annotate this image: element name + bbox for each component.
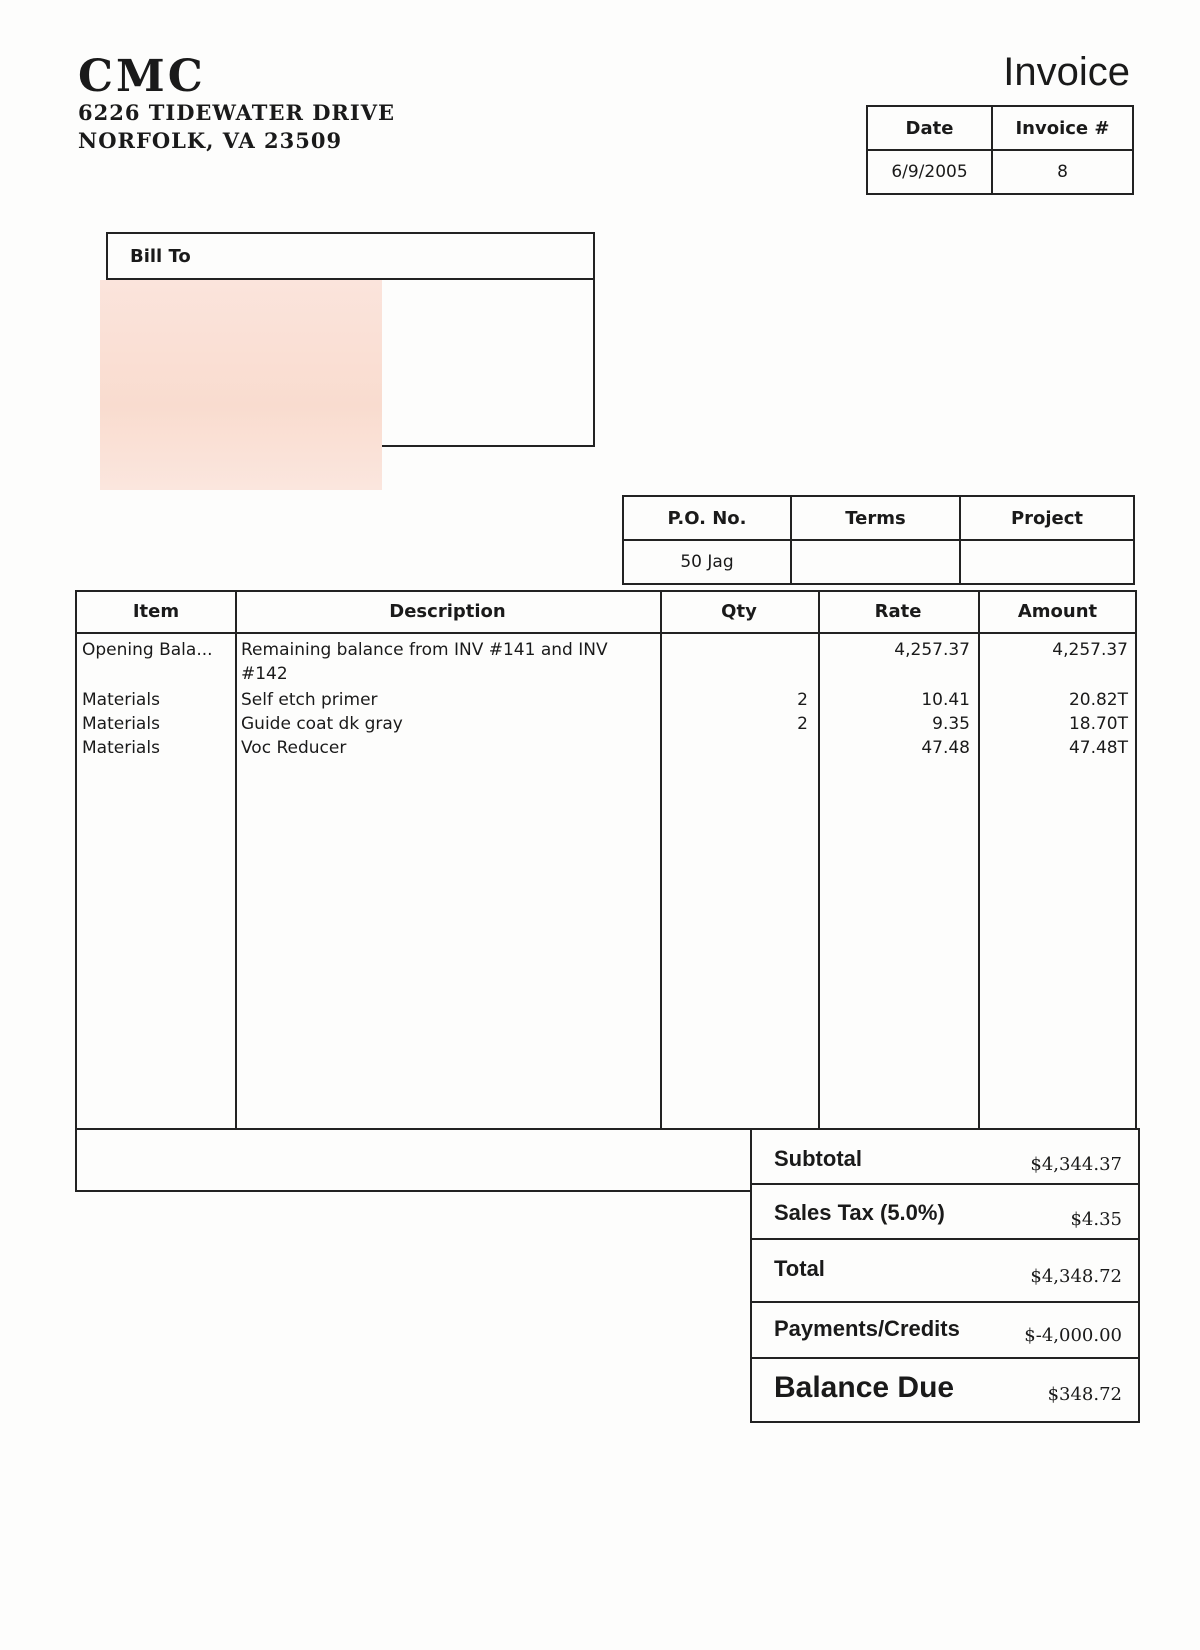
row-description: Remaining balance from INV #141 and INV <box>241 640 608 660</box>
header-amount: Amount <box>1017 601 1098 622</box>
subtotal-label: Subtotal <box>774 1146 862 1171</box>
document-title: Invoice <box>1003 50 1130 94</box>
payments-credits-row <box>750 1301 1140 1359</box>
row-description: Voc Reducer <box>241 738 347 758</box>
po-value: 50 Jag <box>623 540 791 584</box>
row-item: Materials <box>82 690 160 710</box>
po-label: P.O. No. <box>623 496 791 540</box>
balance-due-row <box>750 1357 1140 1423</box>
row-item: Opening Bala... <box>82 640 213 660</box>
row-rate: 47.48 <box>921 738 970 758</box>
project-value <box>960 540 1134 584</box>
company-address-line1: 6226 TIDEWATER DRIVE <box>78 100 395 125</box>
subtotal-row <box>750 1128 1140 1185</box>
payments-credits-label: Payments/Credits <box>774 1316 960 1341</box>
invoice-date: 6/9/2005 <box>867 150 992 194</box>
company-address-line2: NORFOLK, VA 23509 <box>78 128 343 153</box>
row-rate: 9.35 <box>932 714 970 734</box>
total-value: $4,348.72 <box>1030 1266 1122 1287</box>
invoice-number: 8 <box>992 150 1133 194</box>
bill-to-label: Bill To <box>130 246 191 267</box>
balance-due-value: $348.72 <box>1047 1384 1122 1405</box>
line-items-table <box>75 590 1137 1130</box>
row-qty: 2 <box>797 714 808 734</box>
balance-due-label: Balance Due <box>774 1371 955 1404</box>
order-info-table <box>622 495 1135 585</box>
header-item: Item <box>132 601 180 622</box>
terms-label: Terms <box>791 496 960 540</box>
line-items-header <box>77 592 1135 634</box>
row-description: Self etch primer <box>241 690 378 710</box>
header-description: Description <box>389 601 506 622</box>
company-name: CMC <box>78 51 206 102</box>
date-label: Date <box>867 106 992 150</box>
subtotal-value: $4,344.37 <box>1030 1154 1122 1175</box>
sales-tax-row <box>750 1183 1140 1240</box>
sales-tax-label: Sales Tax (5.0%) <box>774 1200 945 1225</box>
total-label: Total <box>774 1256 825 1281</box>
redacted-address <box>100 280 382 490</box>
terms-value <box>791 540 960 584</box>
invoice-number-label: Invoice # <box>992 106 1133 150</box>
row-amount: 18.70T <box>1068 714 1128 734</box>
memo-box <box>75 1128 752 1192</box>
row-item: Materials <box>82 738 160 758</box>
row-qty: 2 <box>797 690 808 710</box>
payments-credits-value: $-4,000.00 <box>1024 1325 1122 1346</box>
header-rate: Rate <box>874 601 922 622</box>
invoice-meta-table <box>866 105 1134 195</box>
row-amount: 47.48T <box>1068 738 1128 758</box>
total-row <box>750 1238 1140 1303</box>
row-amount: 20.82T <box>1068 690 1128 710</box>
header-qty: Qty <box>721 601 757 622</box>
row-rate: 4,257.37 <box>894 640 970 660</box>
row-description: Guide coat dk gray <box>241 714 403 734</box>
sales-tax-value: $4.35 <box>1070 1209 1122 1230</box>
row-item: Materials <box>82 714 160 734</box>
row-description: #142 <box>241 664 288 684</box>
row-rate: 10.41 <box>921 690 970 710</box>
project-label: Project <box>960 496 1134 540</box>
row-amount: 4,257.37 <box>1052 640 1128 660</box>
